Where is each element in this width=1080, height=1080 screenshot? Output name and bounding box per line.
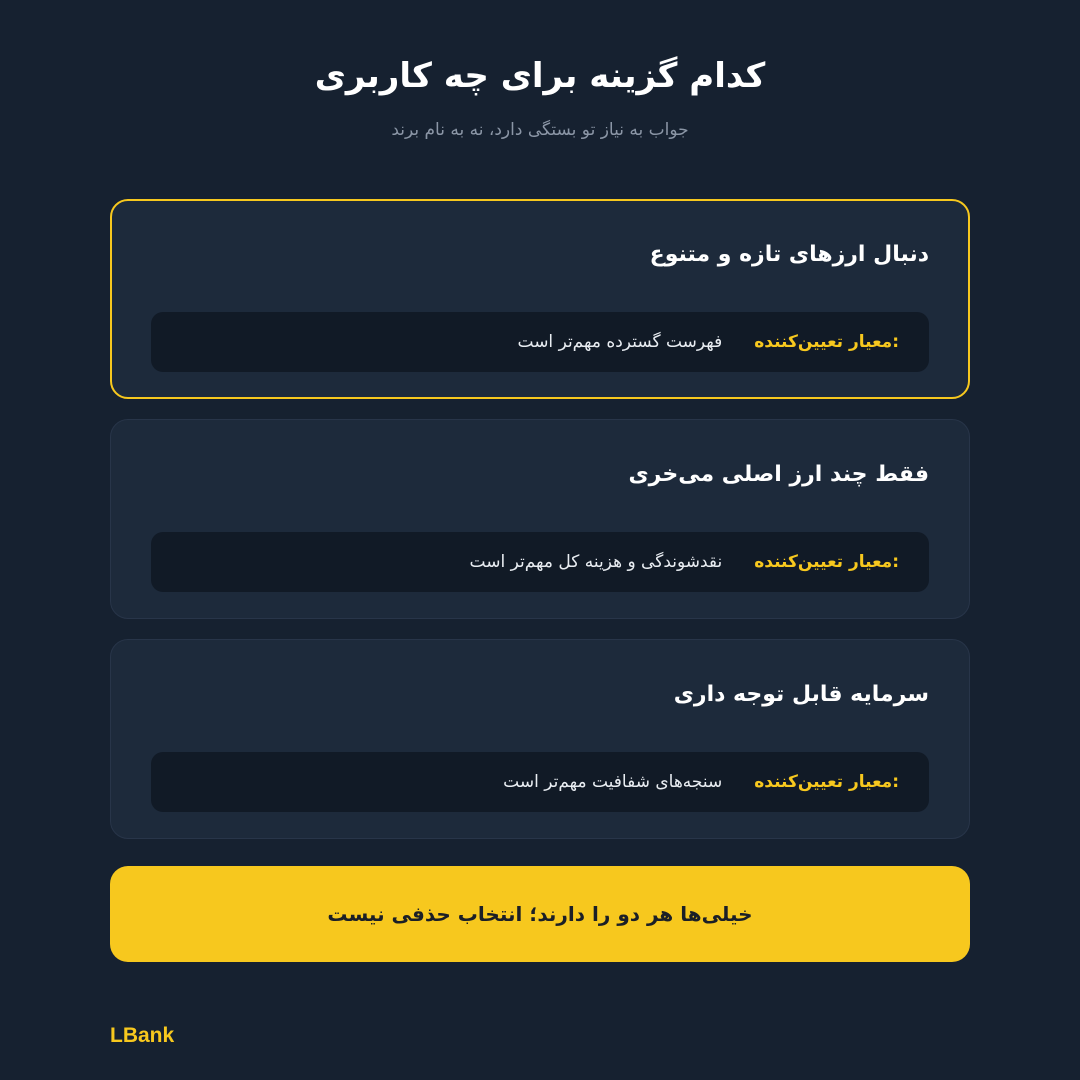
criterion-text: فهرست گسترده مهم‌تر است [517,332,723,352]
criterion-label: :معیار تعیین‌کننده [754,772,899,792]
criterion-box [151,312,929,372]
option-card-new-coins[interactable] [110,199,970,399]
option-card-large-capital[interactable] [110,639,970,839]
option-card-major-coins[interactable] [110,419,970,619]
page-title: کدام گزینه برای چه کاربری [314,56,766,96]
criterion-text: سنجه‌های شفافیت مهم‌تر است [503,772,723,792]
option-card-title: سرمایه قابل توجه داری [673,682,929,707]
brand-logo: LBank [110,1024,175,1047]
criterion-box [151,752,929,812]
criterion-label: :معیار تعیین‌کننده [754,552,899,572]
summary-banner[interactable]: خیلی‌ها هر دو را دارند؛ انتخاب حذفی نیست [110,866,970,962]
criterion-label: :معیار تعیین‌کننده [754,332,899,352]
criterion-text: نقدشوندگی و هزینه کل مهم‌تر است [469,552,723,572]
option-card-title: دنبال ارزهای تازه و متنوع [649,242,929,267]
criterion-box [151,532,929,592]
page-subtitle: جواب به نیاز تو بستگی دارد، نه به نام برند [391,120,689,140]
option-card-title: فقط چند ارز اصلی می‌خری [628,462,929,487]
